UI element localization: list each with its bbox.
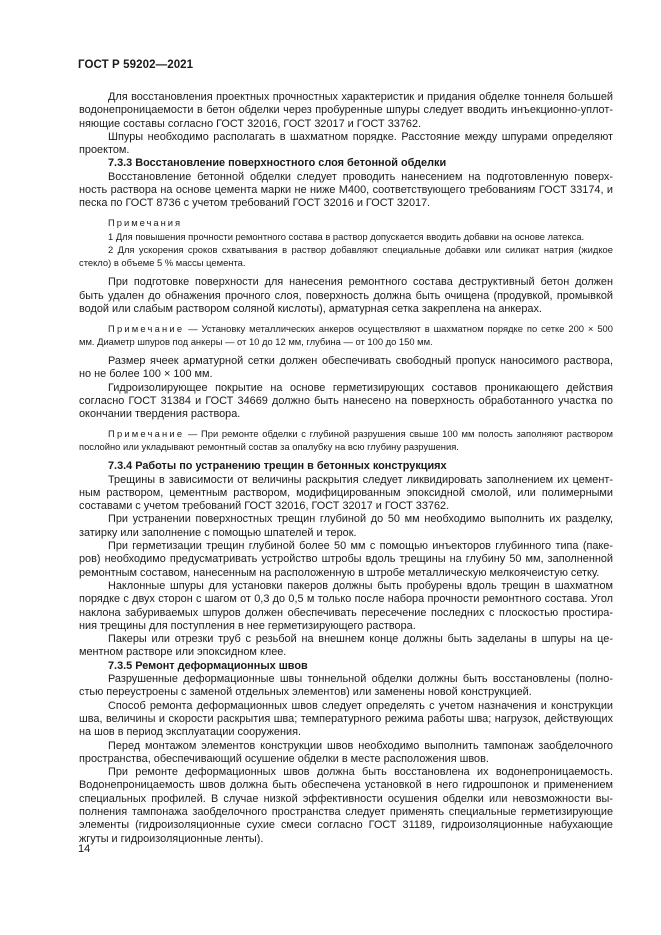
- note-label: Примечание: [108, 428, 185, 440]
- notes-heading: Примечания: [108, 216, 183, 228]
- paragraph: При устранении поверхностных трещин глубиной до 50 мм необходимо выполнить их разделку, затирку или заполнение с помощью шпателей и терок.: [79, 513, 613, 539]
- section-heading-7-3-3: 7.3.3 Восстановление поверхностного слоя бетонной обделки: [108, 157, 447, 170]
- paragraph: Для восстановления проектных прочностных характеристик и придания обделке тоннеля большей водонепроницаемости в бетон обделки через пробуренные шпуры следует вводить инъекционно-уплотняющие составы согласно ГОСТ 32016, ГОСТ 32017 и ГОСТ 33762.: [79, 91, 613, 130]
- paragraph: Шпуры необходимо располагать в шахматном порядке. Расстояние между шпурами определяют проектом.: [79, 130, 613, 157]
- paragraph: При ремонте деформационных швов должна быть восстановлена их водонепроницаемость. Водонепроницаемость швов должна быть обеспечена установкой в него гидрошпонок и применением специальных профилей. В случае низкой эффективности осушения обделки или невозможности выполнения тампонажа заобделочного пространства следует применять специальные герметизирующие элементы (гидроизоляционные сухие смеси согласно ГОСТ 31189, гидроизоляционные набухающие жгуты и гидроизоляционные ленты).: [79, 766, 613, 845]
- paragraph: При герметизации трещин глубиной более 50 мм с помощью инъекторов глубинного типа (пакеров) необходимо предусматривать устройство штробы вдоль трещины на глубину 50 мм, заполненной ремонтным составом, нанесенным на расположенную в штробе металлическую мелкоячеистую сетку.: [79, 540, 613, 579]
- note-text: — При ремонте обделки с глубиной разрушения свыше 100 мм полость заполняют раствором послойно или укладывают ремонтный состав за опалубку на всю глубину разрушения.: [79, 428, 613, 452]
- paragraph: Размер ячеек арматурной сетки должен обеспечивать свободный пропуск наносимого раствора, но не более 100 × 100 мм.: [79, 355, 613, 381]
- paragraph: Гидроизолирующее покрытие на основе герметизирующих составов проникающего действия согласно ГОСТ 31384 и ГОСТ 34669 должно быть нанесено на поверхность обработанного участка по окончании твердения раствора.: [79, 381, 613, 421]
- paragraph: При подготовке поверхности для нанесения ремонтного состава деструктивный бетон должен быть удален до обнажения прочного слоя, поверхность должна быть очищена (продувкой, промывкой водой или слабым раствором соляной кислоты), арматурная сетка закреплена на анкерах.: [79, 276, 613, 315]
- document-header: ГОСТ Р 59202—2021: [78, 59, 194, 71]
- note-text: — Установку металлических анкеров осуществляют в шахматном порядке по сетке 200 × 500 мм. Диаметр шпуров под анкеры — от 10 до 12 мм, глубина — от 100 до 150 мм.: [79, 323, 613, 347]
- paragraph: Перед монтажом элементов конструкции швов необходимо выполнить тампонаж заобделочного пространства, обеспечивающий осушение обделки в месте расположения швов.: [79, 739, 613, 765]
- paragraph: Наклонные шпуры для установки пакеров должны быть пробурены вдоль трещин в шахматном порядке с двух сторон с шагом от 0,3 до 0,5 м только после набора прочности ремонтного состава. Угол наклона забуриваемых шпуров должен обеспечивать пересечение последних с плоскостью простирания трещины для поступления в нее герметизирующего раствора.: [79, 579, 613, 632]
- paragraph: Пакеры или отрезки труб с резьбой на внешнем конце должны быть заделаны в шпуры на цементном растворе или эпоксидном клее.: [79, 633, 613, 659]
- note-label: Примечание: [108, 323, 185, 335]
- paragraph: Способ ремонта деформационных швов следует определять с учетом назначения и конструкции шва, величины и скорости раскрытия шва; температурного режима работы шва; нагрузок, действующих на шов в период эксплуатации сооружения.: [79, 699, 613, 739]
- note-paragraph: [79, 428, 613, 453]
- page-number: 14: [78, 843, 91, 855]
- note-item: 1 Для повышения прочности ремонтного состава в раствор допускается вводить добавки на основе латекса.: [108, 231, 585, 243]
- paragraph: Восстановление бетонной обделки следует проводить нанесением на подготовленную поверхность раствора на основе цемента марки не ниже М400, соответствующего требованиям ГОСТ 33174, и песка по ГОСТ 8736 с учетом требований ГОСТ 32016 и ГОСТ 32017.: [79, 170, 613, 210]
- paragraph: Разрушенные деформационные швы тоннельной обделки должны быть восстановлены (полностью переустроены с заменой отдельных элементов) или заменены новой конструкцией.: [79, 673, 613, 699]
- section-heading-7-3-5: 7.3.5 Ремонт деформационных швов: [108, 659, 308, 672]
- note-item: 2 Для ускорения сроков схватывания в раствор добавляют специальные добавки или силикат натрия (жидкое стекло) в объеме 5 % массы цемента.: [79, 244, 613, 268]
- paragraph: Трещины в зависимости от величины раскрытия следует ликвидировать заполнением их цементным раствором, цементным раствором, модифицированным эпоксидной смолой, или полимерными составами с учетом требований ГОСТ 32016, ГОСТ 32017 и ГОСТ 33762.: [79, 473, 613, 513]
- note-paragraph: [79, 323, 613, 348]
- document-body: [79, 91, 613, 846]
- section-heading-7-3-4: 7.3.4 Работы по устранению трещин в бетонных конструкциях: [108, 460, 447, 473]
